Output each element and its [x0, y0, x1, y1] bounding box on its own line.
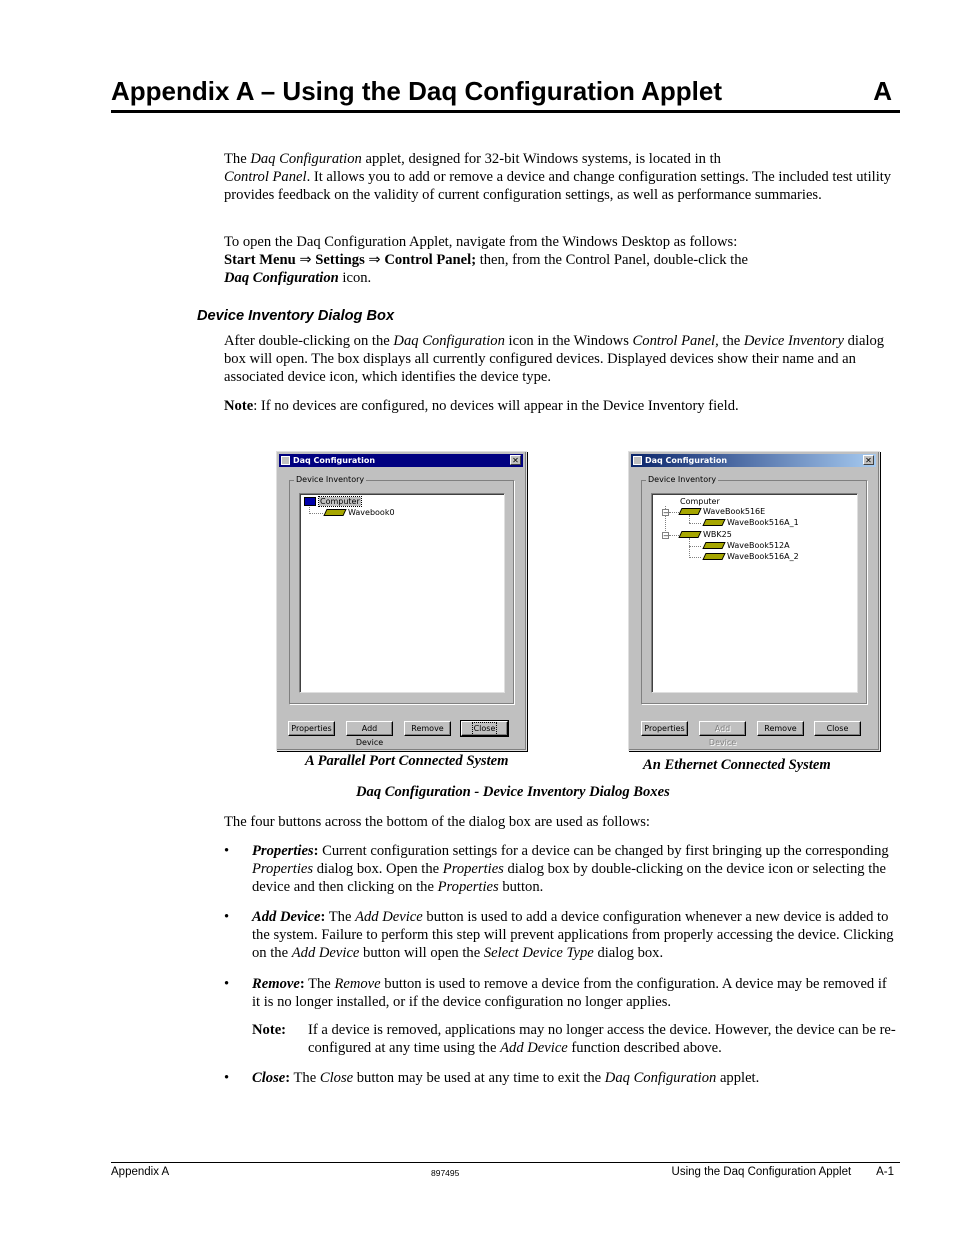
tree-item-device[interactable]	[704, 518, 799, 528]
text-run: Daq Configuration	[604, 1070, 717, 1086]
app-icon	[281, 456, 290, 465]
text-run: Add Device	[291, 945, 360, 962]
text-run: To open the Daq Configuration Applet, navigate from the Windows Desktop as follows:	[224, 234, 738, 250]
bullet-symbol: •	[224, 843, 230, 859]
add-device-button[interactable]	[699, 721, 746, 747]
text-run: :	[299, 976, 305, 992]
text-run: dialog box.	[593, 945, 664, 962]
button-label: Add Device	[708, 724, 737, 747]
text-run: Settings	[315, 252, 365, 269]
group-label: Device Inventory	[296, 475, 365, 484]
remove-button[interactable]	[404, 721, 451, 736]
text-run: dialog box. Open the	[313, 861, 443, 878]
tree-item-label: WaveBook516A_1	[727, 518, 799, 527]
text-run: Device Inventory	[743, 333, 844, 349]
bullet-symbol: •	[224, 909, 230, 925]
text-run: Properties	[442, 861, 504, 878]
device-inventory-group	[289, 475, 514, 704]
text-run: function described above.	[567, 1040, 722, 1057]
tree-item-computer[interactable]	[304, 497, 361, 507]
tree-line	[689, 557, 701, 558]
button-label: Remove	[764, 724, 797, 733]
text-run: Properties	[437, 879, 499, 896]
tree-item-label: WaveBook516A_2	[727, 552, 799, 561]
buttons-intro-paragraph: The four buttons across the bottom of the dialog box are used as follows:	[224, 814, 650, 830]
text-run: button is used to add a device configuration whenever a new device is added to the system. Failure to perform this step will prevent applications from properly accessing the device. Clicking on the	[252, 909, 894, 962]
button-label: Close	[473, 724, 496, 733]
bullet-term: Add Device	[252, 909, 321, 925]
tree-item-device[interactable]	[704, 541, 790, 551]
text-run: icon.	[338, 270, 372, 287]
button-label: Properties	[291, 724, 332, 733]
tree-line	[689, 546, 701, 547]
device-inventory-tree[interactable]	[651, 493, 858, 693]
tree-item-label: Computer	[680, 497, 720, 506]
dialog-parallel-port	[276, 451, 527, 751]
text-run: dialog box by double-clicking on the device icon or selecting the device and then clicking on the	[252, 861, 887, 896]
tree-item-label: Wavebook0	[348, 508, 395, 517]
text-run: If a device is removed, applications may no longer access the device. However, the device can be re-configured at any time using the	[308, 1022, 896, 1057]
wavebook-icon	[702, 542, 725, 549]
text-run: The	[304, 976, 335, 992]
text-run: : If no devices are configured, no devices will appear in the Device Inventory field.	[253, 398, 739, 414]
text-run: The	[224, 151, 251, 167]
appendix-letter: A	[873, 76, 892, 106]
wavebook-icon	[678, 508, 701, 515]
add-device-button[interactable]	[346, 721, 393, 747]
wavebook-icon	[323, 509, 346, 516]
tree-item-computer[interactable]	[680, 497, 720, 507]
tree-item-device[interactable]	[704, 552, 799, 562]
text-run: Start Menu	[224, 252, 296, 269]
text-run: applet.	[716, 1070, 760, 1086]
text-run: dialog box will open. The box displays all currently configured devices. Displayed devices show their name and an associated device icon, which identifies the device type.	[224, 333, 885, 386]
text-run: Add Device	[355, 909, 423, 925]
text-run: Control Panel;	[384, 252, 477, 269]
properties-button[interactable]	[288, 721, 335, 736]
note-text	[308, 1021, 900, 1057]
text-run: Close	[319, 1070, 354, 1086]
text-run: :	[313, 843, 319, 859]
text-run: Current configuration settings for a device can be changed by first bringing up the corresponding	[318, 843, 889, 859]
text-run: Daq Configuration	[393, 333, 505, 349]
text-run: Add Device	[500, 1040, 568, 1057]
device-inventory-tree[interactable]	[299, 493, 505, 693]
text-run: After double-clicking on the	[224, 333, 394, 349]
footer-right: Using the Daq Configuration Applet A-1	[671, 1166, 894, 1178]
note-paragraph	[224, 397, 900, 415]
button-label: Close	[826, 724, 849, 733]
wavebook-icon	[702, 519, 725, 526]
bullet-text	[252, 908, 897, 963]
tree-line	[669, 512, 679, 513]
close-button[interactable]	[461, 721, 508, 736]
bullet-symbol: •	[224, 976, 230, 992]
remove-button[interactable]	[757, 721, 804, 736]
figure-caption: Daq Configuration - Device Inventory Dialog Boxes	[356, 784, 670, 800]
bullet-term: Properties	[252, 843, 314, 859]
dialog-titlebar	[279, 454, 523, 467]
collapse-icon[interactable]: −	[663, 509, 669, 517]
bullet-term: Remove	[252, 976, 300, 992]
text-run: Daq Configuration	[224, 270, 339, 287]
footer-left: Appendix A	[111, 1166, 170, 1178]
tree-line	[669, 535, 679, 536]
dialog-title: Daq Configuration	[293, 456, 376, 465]
dialog-ethernet	[628, 451, 880, 751]
intro-paragraph	[224, 150, 900, 205]
close-icon[interactable]: ✕	[863, 455, 874, 465]
tree-item-device[interactable]	[325, 508, 395, 518]
button-label: Properties	[644, 724, 685, 733]
text-run: :	[285, 1070, 291, 1086]
text-run: Select Device Type	[483, 945, 594, 962]
text-run: button is used to remove a device from the configuration. A device may be removed if it is no longer installed, or if the device configuration no longer applies.	[252, 976, 887, 1011]
navigation-paragraph	[224, 233, 900, 288]
text-run: button will open the	[359, 945, 484, 962]
text-run: Control Panel	[224, 169, 307, 186]
dialog-titlebar	[631, 454, 876, 467]
tree-line	[309, 513, 323, 514]
text-run: button.	[498, 879, 544, 896]
bullet-text	[252, 975, 897, 1011]
tree-line	[689, 515, 690, 523]
wavebook-icon	[678, 531, 701, 538]
section-heading: Device Inventory Dialog Box	[197, 308, 395, 324]
collapse-icon[interactable]: −	[663, 532, 669, 540]
page-footer	[111, 1162, 900, 1183]
device-inventory-group	[641, 475, 867, 704]
text-run: Control Panel	[632, 333, 716, 349]
tree-item-label: WaveBook512A	[727, 541, 790, 550]
text-run: , the	[715, 333, 744, 349]
note-label: Note:	[252, 1022, 287, 1038]
text-run: The	[290, 1070, 320, 1086]
text-run: :	[320, 909, 326, 925]
button-label: Add Device	[355, 724, 384, 747]
bullet-term: Close	[252, 1070, 286, 1086]
text-run: Daq Configuration	[250, 151, 362, 167]
wavebook-icon	[702, 553, 725, 560]
tree-line	[689, 538, 690, 558]
text-run: applet, designed for 32-bit Windows systems, is located in th	[361, 151, 721, 167]
text-run: icon in the Windows	[504, 333, 633, 349]
section-paragraph	[224, 332, 900, 387]
close-button[interactable]	[814, 721, 861, 736]
tree-item-label: WaveBook516E	[703, 507, 766, 516]
text-run: The	[325, 909, 356, 925]
text-run: button may be used at any time to exit the	[353, 1070, 605, 1086]
button-label: Remove	[411, 724, 444, 733]
app-icon	[633, 456, 642, 465]
arrow-glyph: ⇒	[299, 252, 312, 269]
text-run: . It allows you to add or remove a device and change configuration settings. The included test utility provides feedback on the validity of current configuration settings, as well as performance summaries.	[224, 169, 892, 204]
footer-doc-number: 897495	[431, 1168, 460, 1178]
note-label: Note	[224, 398, 254, 414]
computer-icon	[304, 497, 316, 506]
text-run: Remove	[334, 976, 381, 992]
text-run: then, from the Control Panel, double-click the	[476, 252, 749, 269]
tree-item-device[interactable]	[680, 507, 765, 517]
close-icon[interactable]: ✕	[510, 455, 521, 465]
properties-button[interactable]	[641, 721, 688, 736]
figure-caption-right: An Ethernet Connected System	[643, 757, 831, 773]
tree-line	[689, 523, 701, 524]
tree-item-label: WBK25	[703, 530, 732, 539]
tree-item-label: Computer	[320, 497, 360, 506]
bullet-text	[252, 1069, 897, 1087]
group-label: Device Inventory	[648, 475, 717, 484]
dialog-title: Daq Configuration	[645, 456, 728, 465]
figure-caption-left: A Parallel Port Connected System	[305, 753, 509, 769]
tree-item-device[interactable]	[680, 530, 732, 540]
arrow-glyph: ⇒	[368, 252, 381, 269]
page-header	[111, 74, 900, 113]
bullet-symbol: •	[224, 1070, 230, 1086]
page-title: Appendix A – Using the Daq Configuration Applet	[111, 76, 722, 106]
text-run: Properties	[252, 861, 314, 878]
bullet-text	[252, 842, 897, 897]
